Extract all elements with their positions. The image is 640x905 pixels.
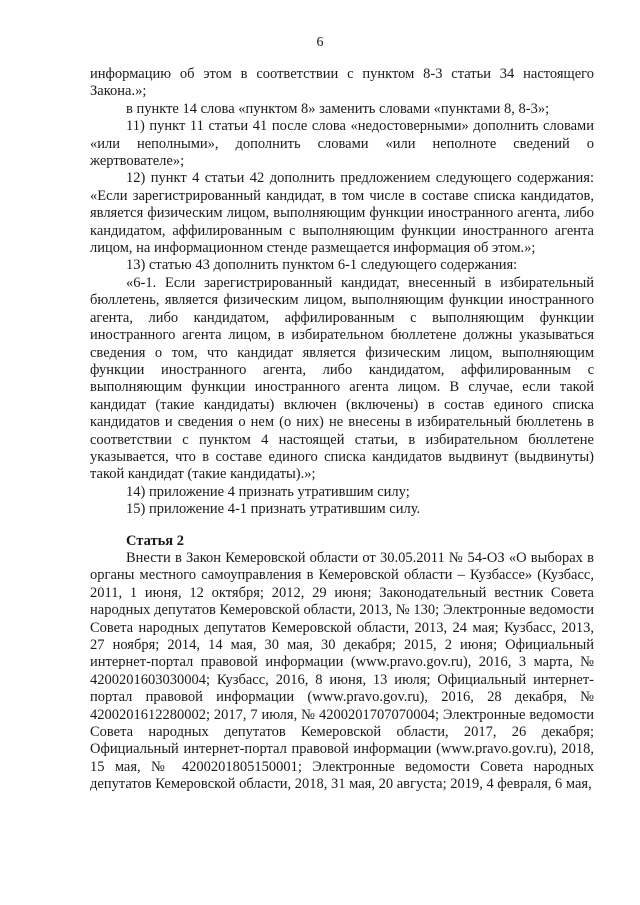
paragraph-continuation: информацию об этом в соответствии с пунктом 8-3 статьи 34 настоящего Закона.»;	[90, 66, 594, 100]
section-spacer	[90, 519, 594, 533]
article-heading: Статья 2	[126, 532, 184, 549]
page-number: 6	[316, 35, 324, 50]
paragraph-item-14-change: в пункте 14 слова «пунктом 8» заменить словами «пунктами 8, 8-3»;	[126, 100, 550, 117]
paragraph-article-2: Внести в Закон Кемеровской области от 30.05.2011 № 54-ОЗ «О выборах в органы местного самоуправления в Кемеровской области – Кузбассе» (Кузбасс, 2011, 1 июня, 12 октября; 2012, 29 июня; Законодательный вестник Совета народных депутатов Кемеровской области, 2013, № 130; Электронные ведомости Совета народных депутатов Кемеровской области, 2013, 24 мая; Кузбасс, 2013, 27 ноября; 2014, 14 мая, 30 мая, 30 декабря; 2015, 2 июня; Официальный интернет-портал правовой информации (www.pravo.gov.ru), 2016, 3 марта, № 4200201603030004; Кузбасс, 2016, 8 июня, 13 июля; Официальный интернет-портал правовой информации (www.pravo.gov.ru), 2016, 28 декабря, № 4200201612280002; 2017, 7 июля, № 4200201707070004; Электронные ведомости Совета народных депутатов Кемеровской области, 2017, 26 декабря; Официальный интернет-портал правовой информации (www.pravo.gov.ru), 2018, 15 мая, № 4200201805150001; Электронные ведомости Совета народных депутатов Кемеровской области, 2018, 31 мая, 20 августа; 2019, 4 февраля, 6 мая,	[90, 549, 594, 793]
paragraph-item-13: 13) статью 43 дополнить пунктом 6-1 следующего содержания:	[126, 257, 518, 274]
paragraph-item-6-1: «6-1. Если зарегистрированный кандидат, внесенный в избирательный бюллетень, является физическим лицом, выполняющим функции иностранного агента, либо кандидатом, аффилированным с выполняющим функции иностранного агента лицом, в избирательном бюллетене должны указываться сведения о том, что кандидат является физическим лицом, выполняющим функции иностранного агента, либо кандидатом, аффилированным с выполняющим функции иностранного агента лицом. В случае, если такой кандидат (такие кандидаты) включен (включены) в состав единого списка кандидатов и сведения о нем (о них) не внесены в избирательный бюллетень в соответствии с пунктом 4 настоящей статьи, в избирательном бюллетене указывается, что в составе единого списка кандидатов выдвинут (выдвинуты) такой кандидат (такие кандидаты).»;	[90, 274, 594, 483]
paragraph-item-11: 11) пункт 11 статьи 41 после слова «недостоверными» дополнить словами «или неполными», дополнить словами «или неполноте сведений о жертвователе»;	[90, 118, 594, 170]
paragraph-item-12: 12) пункт 4 статьи 42 дополнить предложением следующего содержания: «Если зарегистрированный кандидат, в том числе в составе списка кандидатов, является физическим лицом, выполняющим функции иностранного агента, либо кандидатом, аффилированным с выполняющим функции иностранного агента лицом, на информационном стенде размещается информация об этом.»;	[90, 170, 594, 257]
paragraph-item-15: 15) приложение 4-1 признать утратившим силу.	[126, 501, 421, 518]
paragraph-item-14: 14) приложение 4 признать утратившим силу;	[126, 483, 410, 500]
document-body	[90, 66, 594, 794]
